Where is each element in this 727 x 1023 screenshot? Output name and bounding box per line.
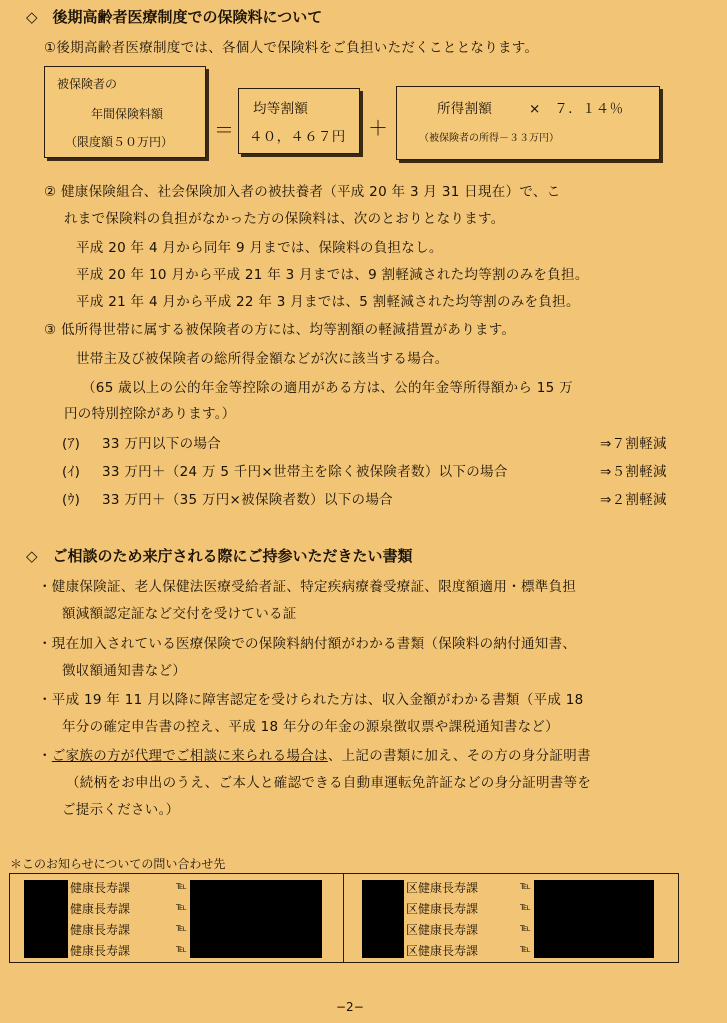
redacted-right-name (362, 880, 404, 958)
item-b-text: 33 万円＋（24 万 5 千円×世帯主を除く被保険者数）以下の場合 (102, 464, 508, 480)
bullet-3-line2: 年分の確定申告書の控え、平成 18 年分の年金の源泉徴収票や課税通知書など） (62, 719, 559, 735)
flat-rate-value: ４０，４６７円 (249, 129, 346, 145)
contact-title: ＊このお知らせについての問い合わせ先 (10, 857, 226, 871)
contact-right-label-2: 区健康長寿課 (406, 902, 479, 916)
annual-premium-line3: （限度額５０万円） (65, 135, 174, 149)
redacted-right-phone (534, 880, 654, 958)
tel-icon: ℡ (176, 923, 187, 934)
bullet-4-line2: （続柄をお申出のうえ、ご本人と確認できる自動車運転免許証などの身分証明書等を (66, 775, 592, 791)
contact-left-label-4: 健康長寿課 (70, 944, 131, 958)
paragraph-3-line2: 世帯主及び被保険者の総所得金額などが次に該当する場合。 (76, 351, 449, 367)
item-c-label: (ｳ) (62, 492, 81, 508)
bullet-4-rest: 、上記の書類に加え、その方の身分証明書 (327, 748, 591, 764)
bullet-1-line2: 額減額認定証など交付を受けている証 (62, 606, 297, 622)
tel-icon: ℡ (520, 902, 531, 913)
section1-heading: ◇ 後期高齢者医療制度での保険料について (26, 8, 323, 26)
bullet-4-line3: ご提示ください。） (62, 802, 180, 818)
tel-icon: ℡ (176, 944, 187, 955)
flat-rate-label: 均等割額 (253, 101, 309, 117)
contact-left-label-2: 健康長寿課 (70, 902, 131, 916)
flat-rate-box (238, 88, 360, 154)
redacted-left-phone (190, 880, 322, 958)
contact-right-label-4: 区健康長寿課 (406, 944, 479, 958)
income-rate-note: （被保険者の所得－３３万円） (419, 133, 559, 144)
item-a-label: (ｱ) (62, 436, 81, 452)
contact-table (9, 873, 679, 963)
annual-premium-line2: 年間保険料額 (91, 107, 164, 121)
bullet-4-underlined: ご家族の方が代理でご相談に来られる場合は (51, 748, 328, 764)
income-rate-box (396, 86, 660, 160)
bullet-4-line1 (38, 744, 591, 764)
income-rate-label: 所得割額 (437, 101, 493, 117)
paragraph-3-line1: ③ 低所得世帯に属する被保険者の方には、均等割額の軽減措置があります。 (44, 322, 516, 338)
annual-premium-box (44, 66, 206, 158)
paragraph-1: ①後期高齢者医療制度では、各個人で保険料をご負担いただくこととなります。 (44, 40, 539, 56)
annual-premium-line1: 被保険者の (57, 77, 118, 91)
paragraph-2-line5: 平成 21 年 4 月から平成 22 年 3 月までは、5 割軽減された均等割のみを負担。 (76, 294, 580, 310)
income-rate-value: × ７．１４％ (529, 101, 624, 117)
contact-right-label-3: 区健康長寿課 (406, 923, 479, 937)
contact-right-label-1: 区健康長寿課 (406, 881, 479, 895)
bullet-2-line1: ・現在加入されている医療保険での保険料納付額がわかる書類（保険料の納付通知書、 (38, 636, 577, 652)
paragraph-2-line4: 平成 20 年 10 月から平成 21 年 3 月までは、9 割軽減された均等割のみを負担。 (76, 267, 589, 283)
bullet-3-line1: ・平成 19 年 11 月以降に障害認定を受けられた方は、収入金額がわかる書類（平成 18 (38, 692, 584, 708)
redacted-left-name (24, 880, 68, 958)
tel-icon: ℡ (176, 881, 187, 892)
contact-divider (343, 874, 344, 962)
item-c-result: ⇒２割軽減 (600, 492, 667, 508)
item-c-text: 33 万円＋（35 万円×被保険者数）以下の場合 (102, 492, 393, 508)
paragraph-3-line3: （65 歳以上の公的年金等控除の適用がある方は、公的年金等所得額から 15 万 (82, 380, 573, 396)
plus-sign: ＋ (368, 116, 388, 140)
item-b-result: ⇒５割軽減 (600, 464, 667, 480)
bullet-2-line2: 徴収額通知書など） (62, 663, 187, 679)
section2-heading: ◇ ご相談のため来庁される際にご持参いただきたい書類 (26, 547, 413, 565)
paragraph-3-line4: 円の特別控除があります。） (64, 406, 236, 422)
paragraph-2-line2: れまで保険料の負担がなかった方の保険料は、次のとおりとなります。 (64, 211, 505, 227)
contact-left-label-3: 健康長寿課 (70, 923, 131, 937)
item-a-text: 33 万円以下の場合 (102, 436, 221, 452)
paragraph-2-line1: ② 健康保険組合、社会保険加入者の被扶養者（平成 20 年 3 月 31 日現在）で、こ (44, 184, 561, 200)
page-number: −2− (336, 1000, 364, 1014)
item-a-result: ⇒７割軽減 (600, 436, 667, 452)
tel-icon: ℡ (176, 902, 187, 913)
bullet-1-line1: ・健康保険証、老人保健法医療受給者証、特定疾病療養受療証、限度額適用・標準負担 (38, 579, 577, 595)
paragraph-2-line3: 平成 20 年 4 月から同年 9 月までは、保険料の負担なし。 (76, 240, 443, 256)
bullet-4-mark: ・ (38, 748, 52, 764)
tel-icon: ℡ (520, 923, 531, 934)
tel-icon: ℡ (520, 944, 531, 955)
item-b-label: (ｲ) (62, 464, 81, 480)
tel-icon: ℡ (520, 881, 531, 892)
equals-sign: ＝ (214, 118, 234, 142)
contact-left-label-1: 健康長寿課 (70, 881, 131, 895)
